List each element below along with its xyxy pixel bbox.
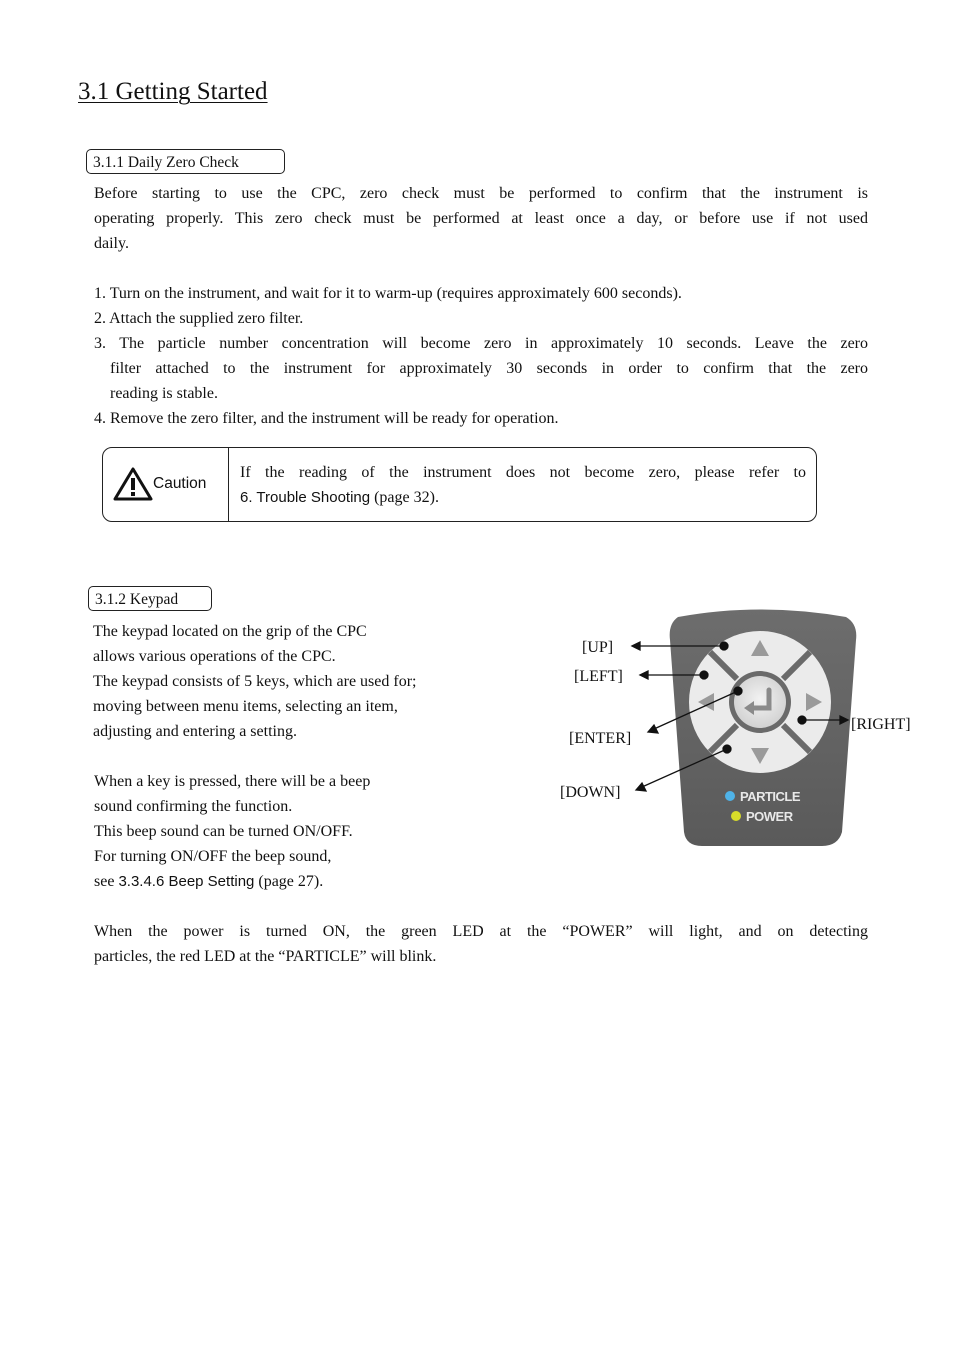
enter-key-label: [ENTER] <box>569 730 632 747</box>
beep-line-4: For turning ON/OFF the beep sound, <box>94 848 332 865</box>
beep-line-3: This beep sound can be turned ON/OFF. <box>94 823 353 840</box>
left-callout-arrow <box>640 671 648 679</box>
up-callout-arrow <box>632 642 640 650</box>
section-heading-keypad-text: 3.1.2 Keypad <box>95 591 179 608</box>
enter-callout-dot <box>734 687 742 695</box>
zero-check-step-3: 3. The particle number concentration will become zero in approximately 10 seconds. Leave the zero <box>94 335 868 352</box>
zero-check-intro-line-1: Before starting to use the CPC, zero check must be performed to confirm that the instrument is <box>94 185 868 202</box>
page-title: 3.1 Getting Started <box>78 78 268 105</box>
right-key-label: [RIGHT] <box>851 716 911 733</box>
section-heading-keypad <box>88 586 212 611</box>
up-key-label: [UP] <box>582 639 614 656</box>
zero-check-step-3-cont-1: filter attached to the instrument for approximately 30 seconds in order to confirm that the zero <box>110 360 868 377</box>
right-callout-dot <box>798 716 806 724</box>
caution-text-line-2 <box>240 485 806 510</box>
led-line-2: particles, the red LED at the “PARTICLE” will blink. <box>94 948 437 965</box>
keypad-desc-line-5: adjusting and entering a setting. <box>93 723 297 740</box>
beep-line-2: sound confirming the function. <box>94 798 293 815</box>
keypad-desc-line-1: The keypad located on the grip of the CPC <box>93 623 367 640</box>
caution-text <box>240 460 806 510</box>
see-prefix: see <box>94 873 119 890</box>
zero-check-step-4: 4. Remove the zero filter, and the instrument will be ready for operation. <box>94 410 559 427</box>
down-key-label: [DOWN] <box>560 784 621 801</box>
beep-line-1: When a key is pressed, there will be a beep <box>94 773 371 790</box>
trouble-shooting-link[interactable]: 6. Trouble Shooting <box>240 489 371 506</box>
led-line-1: When the power is turned ON, the green LED at the “POWER” will light, and on detecting <box>94 923 868 940</box>
particle-indicator-label: PARTICLE <box>740 789 801 804</box>
zero-check-step-3-cont-2: reading is stable. <box>110 385 218 402</box>
zero-check-step-1: 1. Turn on the instrument, and wait for it to warm-up (requires approximately 600 seconds). <box>94 285 682 302</box>
trouble-shooting-page: (page 32). <box>370 489 439 506</box>
beep-line-5 <box>94 869 323 894</box>
keypad-desc-line-3: The keypad consists of 5 keys, which are used for; <box>93 673 417 690</box>
caution-label: Caution <box>153 475 207 492</box>
down-callout-arrow <box>636 783 646 791</box>
up-callout-dot <box>720 642 728 650</box>
caution-text-line-1: If the reading of the instrument does not become zero, please refer to <box>240 464 806 481</box>
keypad-desc-line-4: moving between menu items, selecting an item, <box>93 698 398 715</box>
enter-callout-arrow <box>648 725 658 733</box>
beep-setting-page: (page 27). <box>254 873 324 890</box>
enter-key[interactable] <box>734 676 786 728</box>
keypad-desc-line-2: allows various operations of the CPC. <box>93 648 336 665</box>
zero-check-intro-line-2: operating properly. This zero check must be performed at least once a day, or before use if not used <box>94 210 868 227</box>
power-led-icon <box>731 811 741 821</box>
left-key-label: [LEFT] <box>574 668 623 685</box>
caution-divider <box>228 448 229 521</box>
particle-led-icon <box>725 791 735 801</box>
section-heading-zero-check-text: 3.1.1 Daily Zero Check <box>93 154 239 171</box>
beep-setting-link[interactable]: 3.3.4.6 Beep Setting <box>118 873 255 890</box>
zero-check-intro-line-3: daily. <box>94 235 129 252</box>
power-indicator-label: POWER <box>746 809 793 824</box>
zero-check-step-2: 2. Attach the supplied zero filter. <box>94 310 304 327</box>
section-heading-zero-check <box>86 149 285 174</box>
down-callout-dot <box>723 745 731 753</box>
warning-icon <box>113 467 153 501</box>
left-callout-dot <box>700 671 708 679</box>
